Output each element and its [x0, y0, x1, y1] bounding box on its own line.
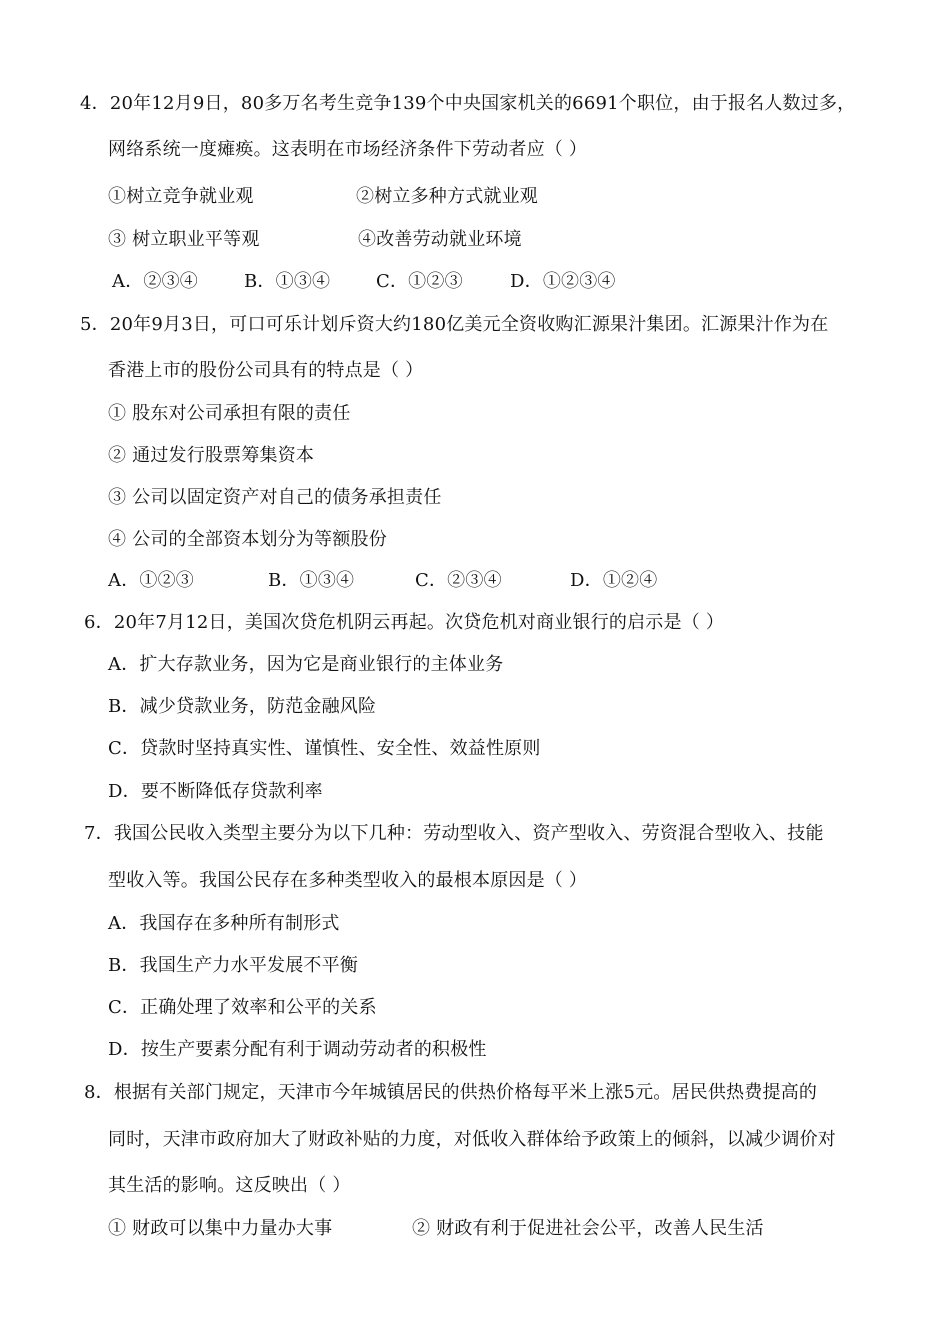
- q7-stem-line2: 型收入等。我国公民存在多种类型收入的最根本原因是（ ）: [108, 870, 588, 891]
- q4-choice-b: B．①③④: [244, 271, 331, 292]
- q6-stem-line1: 6．20年7月12日，美国次贷危机阴云再起。次贷危机对商业银行的启示是（ ）: [84, 612, 725, 633]
- q5-option-1: ① 股东对公司承担有限的责任: [108, 403, 351, 424]
- q5-choice-c: C．②③④: [415, 570, 502, 591]
- q6-choice-b: B．减少贷款业务，防范金融风险: [108, 696, 377, 717]
- q4-option-3: ③ 树立职业平等观: [108, 229, 260, 250]
- q6-choice-c: C．贷款时坚持真实性、谨慎性、安全性、效益性原则: [108, 738, 541, 759]
- q7-choice-c: C．正确处理了效率和公平的关系: [108, 997, 377, 1018]
- q4-choice-c: C．①②③: [376, 271, 463, 292]
- q4-option-2: ②树立多种方式就业观: [356, 186, 538, 207]
- q8-stem-line1: 8．根据有关部门规定，天津市今年城镇居民的供热价格每平米上涨5元。居民供热费提高的: [84, 1082, 818, 1103]
- q5-choice-a: A．①②③: [108, 570, 194, 591]
- q8-option-1: ① 财政可以集中力量办大事: [108, 1218, 333, 1239]
- q4-stem-line1: 4．20年12月9日，80多万名考生竞争139个中央国家机关的6691个职位，由于报名人数过多，: [80, 93, 856, 114]
- q4-option-4: ④改善劳动就业环境: [358, 229, 522, 250]
- q7-choice-a: A．我国存在多种所有制形式: [108, 913, 340, 934]
- q5-option-3: ③ 公司以固定资产对自己的债务承担责任: [108, 487, 442, 508]
- q7-stem-line1: 7．我国公民收入类型主要分为以下几种：劳动型收入、资产型收入、劳资混合型收入、技能: [84, 823, 824, 844]
- q5-stem-line1: 5．20年9月3日，可口可乐计划斥资大约180亿美元全资收购汇源果汁集团。汇源果汁作为在: [80, 314, 829, 335]
- q6-choice-a: A．扩大存款业务，因为它是商业银行的主体业务: [108, 654, 504, 675]
- q4-choice-a: A．②③④: [112, 271, 198, 292]
- q8-option-2: ② 财政有利于促进社会公平，改善人民生活: [412, 1218, 764, 1239]
- q7-choice-b: B．我国生产力水平发展不平衡: [108, 955, 359, 976]
- q4-option-1: ①树立竞争就业观: [108, 186, 254, 207]
- q5-option-4: ④ 公司的全部资本划分为等额股份: [108, 529, 387, 550]
- q5-choice-d: D．①②④: [570, 570, 658, 591]
- q4-stem-line2: 网络系统一度瘫痪。这表明在市场经济条件下劳动者应（ ）: [108, 139, 588, 160]
- q8-stem-line2: 同时，天津市政府加大了财政补贴的力度，对低收入群体给予政策上的倾斜，以减少调价对: [108, 1129, 836, 1150]
- q7-choice-d: D．按生产要素分配有利于调动劳动者的积极性: [108, 1039, 487, 1060]
- q6-choice-d: D．要不断降低存贷款利率: [108, 781, 323, 802]
- q4-choice-d: D．①②③④: [510, 271, 616, 292]
- q5-stem-line2: 香港上市的股份公司具有的特点是（ ）: [108, 360, 424, 381]
- q5-choice-b: B．①③④: [268, 570, 355, 591]
- q8-stem-line3: 其生活的影响。这反映出（ ）: [108, 1175, 351, 1196]
- q5-option-2: ② 通过发行股票筹集资本: [108, 445, 315, 466]
